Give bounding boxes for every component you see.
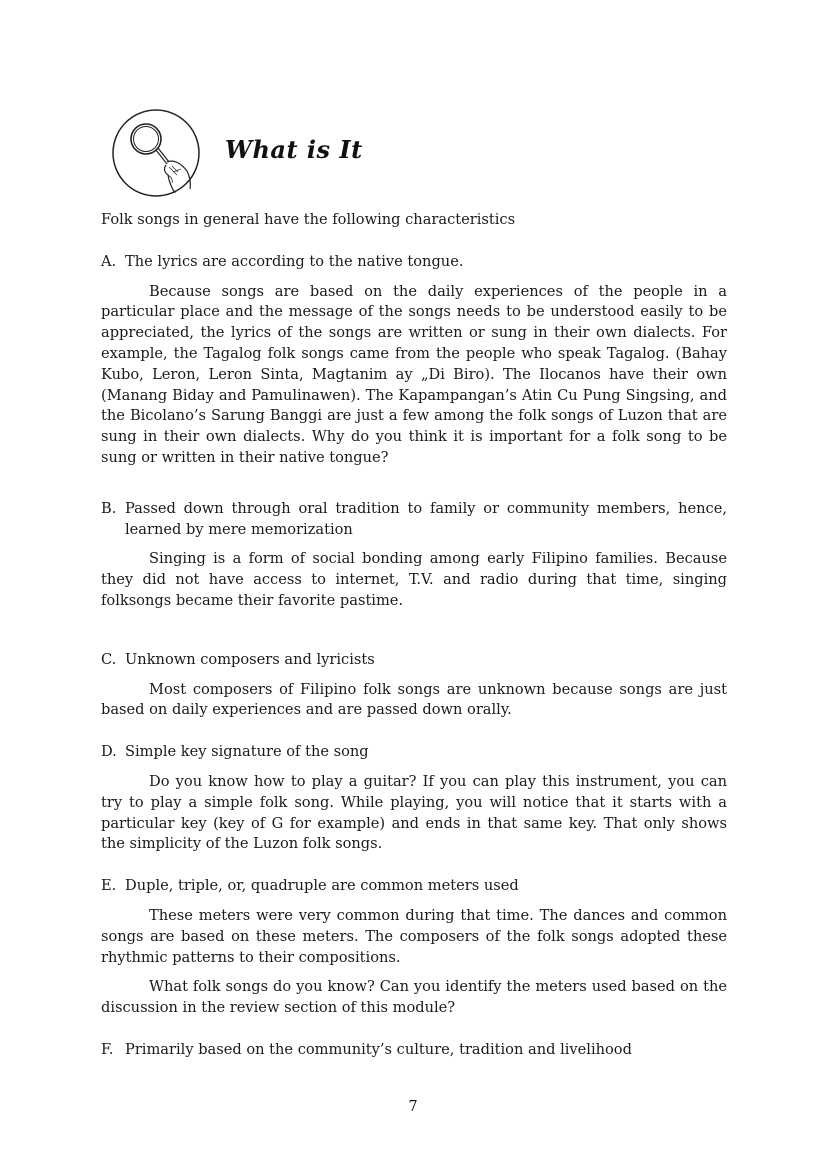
magnifying-glass-icon — [111, 109, 201, 199]
item-c-paragraph: Most composers of Filipino folk songs are unknown because songs are just based on daily experiences and are passed down orally. — [101, 680, 727, 719]
item-heading-text: Duple, triple, or, quadruple are common meters used — [125, 877, 519, 895]
item-letter: A. — [101, 252, 117, 270]
item-d-heading — [101, 742, 727, 763]
item-letter: B. — [101, 499, 117, 517]
item-a-heading — [101, 252, 727, 273]
item-f-heading — [101, 1040, 727, 1061]
item-heading-text: Passed down through oral tradition to family or community members, hence, learned by mere memorization — [125, 499, 727, 538]
item-letter: F. — [101, 1040, 114, 1058]
intro-text: Folk songs in general have the following characteristics — [101, 211, 516, 228]
item-e-paragraph-2: What folk songs do you know? Can you identify the meters used based on the discussion in the review section of this module? — [101, 978, 727, 1017]
item-letter: C. — [101, 650, 117, 668]
item-e-heading — [101, 876, 727, 897]
item-b-heading — [101, 499, 727, 541]
item-e-paragraph-1: These meters were very common during that time. The dances and common songs are based on these meters. The composers of the folk songs adopted these rhythmic patterns to their compositions. — [101, 906, 727, 966]
item-heading-text: The lyrics are according to the native tongue. — [125, 252, 464, 270]
item-letter: E. — [101, 877, 117, 895]
section-header — [111, 109, 511, 199]
item-a-paragraph: Because songs are based on the daily experiences of the people in a particular place and the message of the songs needs to be understood easily to be appreciated, the lyrics of the songs are written or sung in their own dialects. For example, the Tagalog folk songs came from the people who speak Tagalog. (Bahay Kubo, Leron, Leron Sinta, Magtanim ay „Di Biro). The Ilocanos have their own (Manang Biday and Pamulinawen). The Kapampangan’s Atin Cu Pung Singsing, and the Bicolano’s Sarung Banggi are just a few among the folk songs of Luzon that are sung in their own dialects. Why do you think it is important for a folk song to be sung or written in their native tongue? — [101, 282, 727, 466]
item-heading-text: Unknown composers and lyricists — [125, 650, 375, 668]
section-title: What is It — [225, 135, 363, 164]
item-b-paragraph: Singing is a form of social bonding among early Filipino families. Because they did not have access to internet, T.V. and radio during that time, singing folksongs became their favorite pastime. — [101, 550, 727, 609]
document-body — [101, 210, 727, 1070]
item-heading-text: Primarily based on the community’s culture, tradition and livelihood — [125, 1040, 632, 1058]
item-heading-text: Simple key signature of the song — [125, 743, 369, 761]
item-d-paragraph: Do you know how to play a guitar? If you can play this instrument, you can try to play a simple folk song. While playing, you will notice that it starts with a particular key (key of G for example) and ends in that same key. That only shows the simplicity of the Luzon folk songs. — [101, 772, 727, 853]
item-c-heading — [101, 650, 727, 671]
page-number: 7 — [408, 1098, 418, 1115]
item-letter: D. — [101, 743, 117, 761]
